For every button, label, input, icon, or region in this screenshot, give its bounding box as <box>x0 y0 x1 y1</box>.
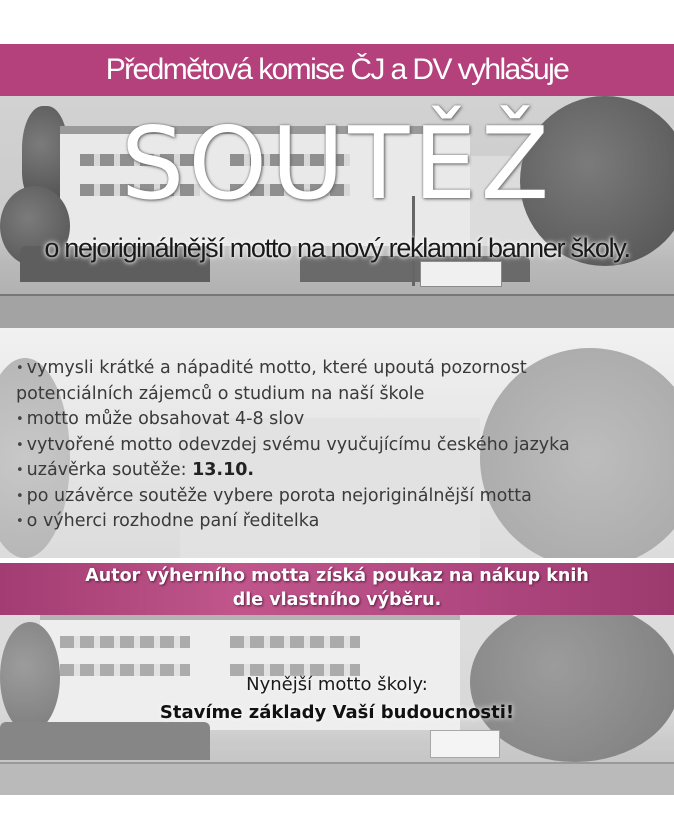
list-item <box>16 458 666 484</box>
list-item-text: potenciálních zájemců o studium na naší škole <box>16 383 425 404</box>
page-subtitle: o nejoriginálnější motto na nový reklamní banner školy. <box>44 233 630 263</box>
bullet-icon: • <box>16 437 24 453</box>
prize-line-1: Autor výherního motta získá poukaz na nákup knih <box>85 566 589 586</box>
bullet-icon: • <box>16 514 24 529</box>
rules-list <box>16 356 666 535</box>
list-item-text: vymysli krátké a nápadité motto, které upoutá pozornost <box>26 358 527 378</box>
list-item-text: vytvořené motto odevzdej svému vyučujícímu českého jazyka <box>26 434 570 455</box>
list-item-text: motto může obsahovat 4-8 slov <box>26 409 305 429</box>
bullet-icon: • <box>16 463 24 478</box>
prize-line-2: dle vlastního výběru. <box>232 590 442 610</box>
list-item <box>16 382 666 408</box>
list-item <box>16 484 666 510</box>
header-text: Předmětová komise ČJ a DV vyhlašuje <box>105 53 569 86</box>
motto-text: Stavíme základy Vaší budoucnosti! <box>159 702 515 723</box>
list-item-text: uzávěrka soutěže: <box>26 460 193 480</box>
motto-label: Nynější motto školy: <box>246 674 428 695</box>
page-title: SOUTĚŽ <box>120 105 554 222</box>
bullet-icon: • <box>16 361 24 376</box>
deadline-date: 13.10. <box>192 460 255 480</box>
list-item <box>16 433 666 459</box>
list-item <box>16 509 666 535</box>
prize-text <box>0 564 674 612</box>
list-item <box>16 356 666 382</box>
list-item-text: o výherci rozhodne paní ředitelka <box>26 511 320 531</box>
bullet-icon: • <box>16 412 24 427</box>
bullet-icon: • <box>16 488 24 504</box>
list-item-text: po uzávěrce soutěže vybere porota nejoriginálnější motta <box>26 485 532 506</box>
list-item <box>16 407 666 433</box>
